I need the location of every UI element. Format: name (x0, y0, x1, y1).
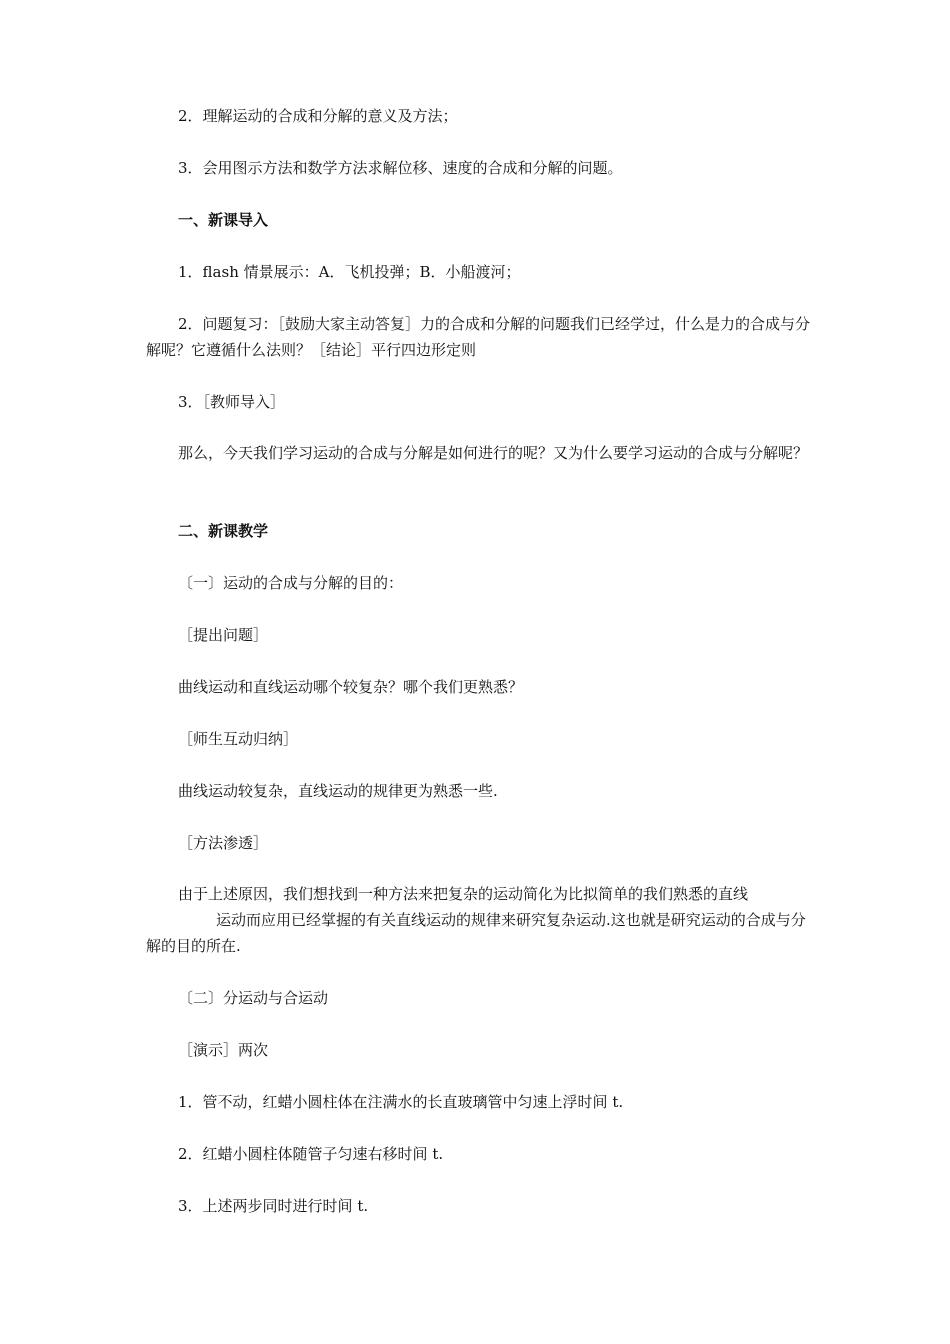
intro-item-2: 2．问题复习：［鼓励大家主动答复］力的合成和分解的问题我们已经学过，什么是力的合成与分解呢？它遵循什么法则？［结论］平行四边形定则 (146, 315, 811, 359)
demo-label: ［演示］两次 (178, 1041, 269, 1059)
question-text: 曲线运动和直线运动哪个较复杂？哪个我们更熟悉？ (178, 678, 524, 696)
subsection1-title: 〔一〕运动的合成与分解的目的： (178, 574, 404, 592)
objective-3: 3．会用图示方法和数学方法求解位移、速度的合成和分解的问题。 (178, 159, 623, 177)
summary-label: ［师生互动归纳］ (178, 730, 299, 748)
demo-item-2: 2．红蜡小圆柱体随管子匀速右移时间 t. (178, 1145, 444, 1163)
subsection2-title: 〔二〕分运动与合运动 (178, 989, 329, 1007)
intro-item-3: 3．［教师导入］ (178, 393, 286, 411)
demo-item-3: 3．上述两步同时进行时间 t. (178, 1197, 369, 1215)
method-text-a: 由于上述原因，我们想找到一种方法来把复杂的运动简化为比拟简单的我们熟悉的直线 (178, 885, 749, 903)
raise-question-label: ［提出问题］ (178, 626, 269, 644)
intro-item-1: 1．flash 情景展示：A．飞机投弹；B．小船渡河； (178, 263, 521, 281)
demo-item-1: 1．管不动，红蜡小圆柱体在注满水的长直玻璃管中匀速上浮时间 t. (178, 1093, 624, 1111)
summary-text: 曲线运动较复杂，直线运动的规律更为熟悉一些. (178, 782, 498, 800)
method-paragraph (146, 881, 814, 959)
method-label: ［方法渗透］ (178, 834, 269, 852)
objective-2: 2．理解运动的合成和分解的意义及方法； (178, 107, 458, 125)
section2-title: 二、新课教学 (178, 522, 269, 540)
method-text-b: 运动而应用已经掌握的有关直线运动的规律来研究复杂运动.这也就是研究运动的合成与分解的目的所在. (146, 911, 806, 955)
intro-paragraph: 那么，今天我们学习运动的合成与分解是如何进行的呢？又为什么要学习运动的合成与分解呢？ (178, 444, 809, 462)
section1-title: 一、新课导入 (178, 211, 269, 229)
